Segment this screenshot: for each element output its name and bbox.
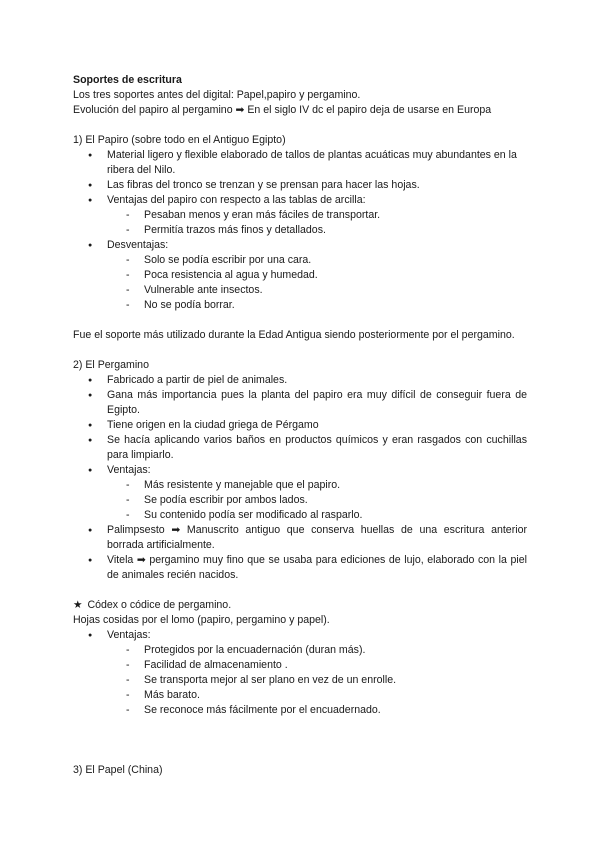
sub-list-item: - Vulnerable ante insectos. [107,283,527,298]
papiro-heading: 1) El Papiro (sobre todo en el Antiguo Egipto) [73,134,286,146]
list-item-label: Ventajas: [107,629,151,641]
document-page [73,73,527,778]
sub-list-item: - Poca resistencia al agua y humedad. [107,268,527,283]
list-item: ● Tiene origen en la ciudad griega de Pérgamo [73,418,527,433]
codex-heading-text: Códex o códice de pergamino. [87,599,232,611]
sub-list-item: - Más resistente y manejable que el papiro. [107,478,527,493]
star-icon: ★ [73,599,83,611]
sub-list-item: - Se transporta mejor al ser plano en vez de un enrolle. [107,673,527,688]
list-item-label: Ventajas: [107,464,151,476]
list-item: ● Gana más importancia pues la planta del papiro era muy difícil de conseguir fuera de Egipto. [73,388,527,418]
evolution-line: Evolución del papiro al pergamino ➡ En el siglo IV dc el papiro deja de usarse en Europa [73,104,492,116]
list-item-label: Desventajas: [107,239,169,251]
list-item-label: Ventajas del papiro con respecto a las tablas de arcilla: [107,194,366,206]
sub-list-item: - Solo se podía escribir por una cara. [107,253,527,268]
spacer [73,748,527,763]
codex-desc: Hojas cosidas por el lomo (papiro, pergamino y papel). [73,614,330,626]
papel-heading: 3) El Papel (China) [73,764,163,776]
sub-list-item: - Pesaban menos y eran más fáciles de transportar. [107,208,527,223]
spacer [73,118,527,133]
sub-list-item: - No se podía borrar. [107,298,527,313]
pergamino-list [73,373,527,583]
list-item: ● Material ligero y flexible elaborado de tallos de plantas acuáticas muy abundantes en la ribera del Nilo. [73,148,527,178]
list-item [73,628,527,718]
sub-list-item: - Se podía escribir por ambos lados. [107,493,527,508]
list-item: ● Vitela ➡ pergamino muy fino que se usaba para ediciones de lujo, elaborado con la piel de animales recién nacidos. [73,553,527,583]
spacer [73,343,527,358]
papiro-ventajas-list [107,208,527,238]
list-item: ● Palimpsesto ➡ Manuscrito antiguo que conserva huellas de una escritura anterior borrada artificialmente. [73,523,527,553]
sub-list-item: - Facilidad de almacenamiento . [107,658,527,673]
spacer [73,583,527,598]
papiro-closing: Fue el soporte más utilizado durante la Edad Antigua siendo posteriormente por el pergamino. [73,329,515,341]
list-item: ● Se hacía aplicando varios baños en productos químicos y eran rasgados con cuchillas para limpiarlo. [73,433,527,463]
codex-list [73,628,527,718]
codex-heading [73,598,527,613]
sub-list-item: - Se reconoce más fácilmente por el encuadernado. [107,703,527,718]
spacer [73,313,527,328]
papiro-list [73,148,527,313]
pergamino-heading: 2) El Pergamino [73,359,149,371]
list-item: ● Fabricado a partir de piel de animales. [73,373,527,388]
intro-line: Los tres soportes antes del digital: Papel,papiro y pergamino. [73,89,361,101]
list-item [73,193,527,238]
codex-ventajas-list [107,643,527,718]
pergamino-ventajas-list [107,478,527,523]
list-item [73,463,527,523]
sub-list-item: - Permitía trazos más finos y detallados. [107,223,527,238]
sub-list-item: - Más barato. [107,688,527,703]
list-item: ● Las fibras del tronco se trenzan y se prensan para hacer las hojas. [73,178,527,193]
papiro-desventajas-list [107,253,527,313]
list-item [73,238,527,313]
sub-list-item: - Protegidos por la encuadernación (duran más). [107,643,527,658]
spacer [73,718,527,748]
sub-list-item: - Su contenido podía ser modificado al rasparlo. [107,508,527,523]
document-title: Soportes de escritura [73,74,182,86]
